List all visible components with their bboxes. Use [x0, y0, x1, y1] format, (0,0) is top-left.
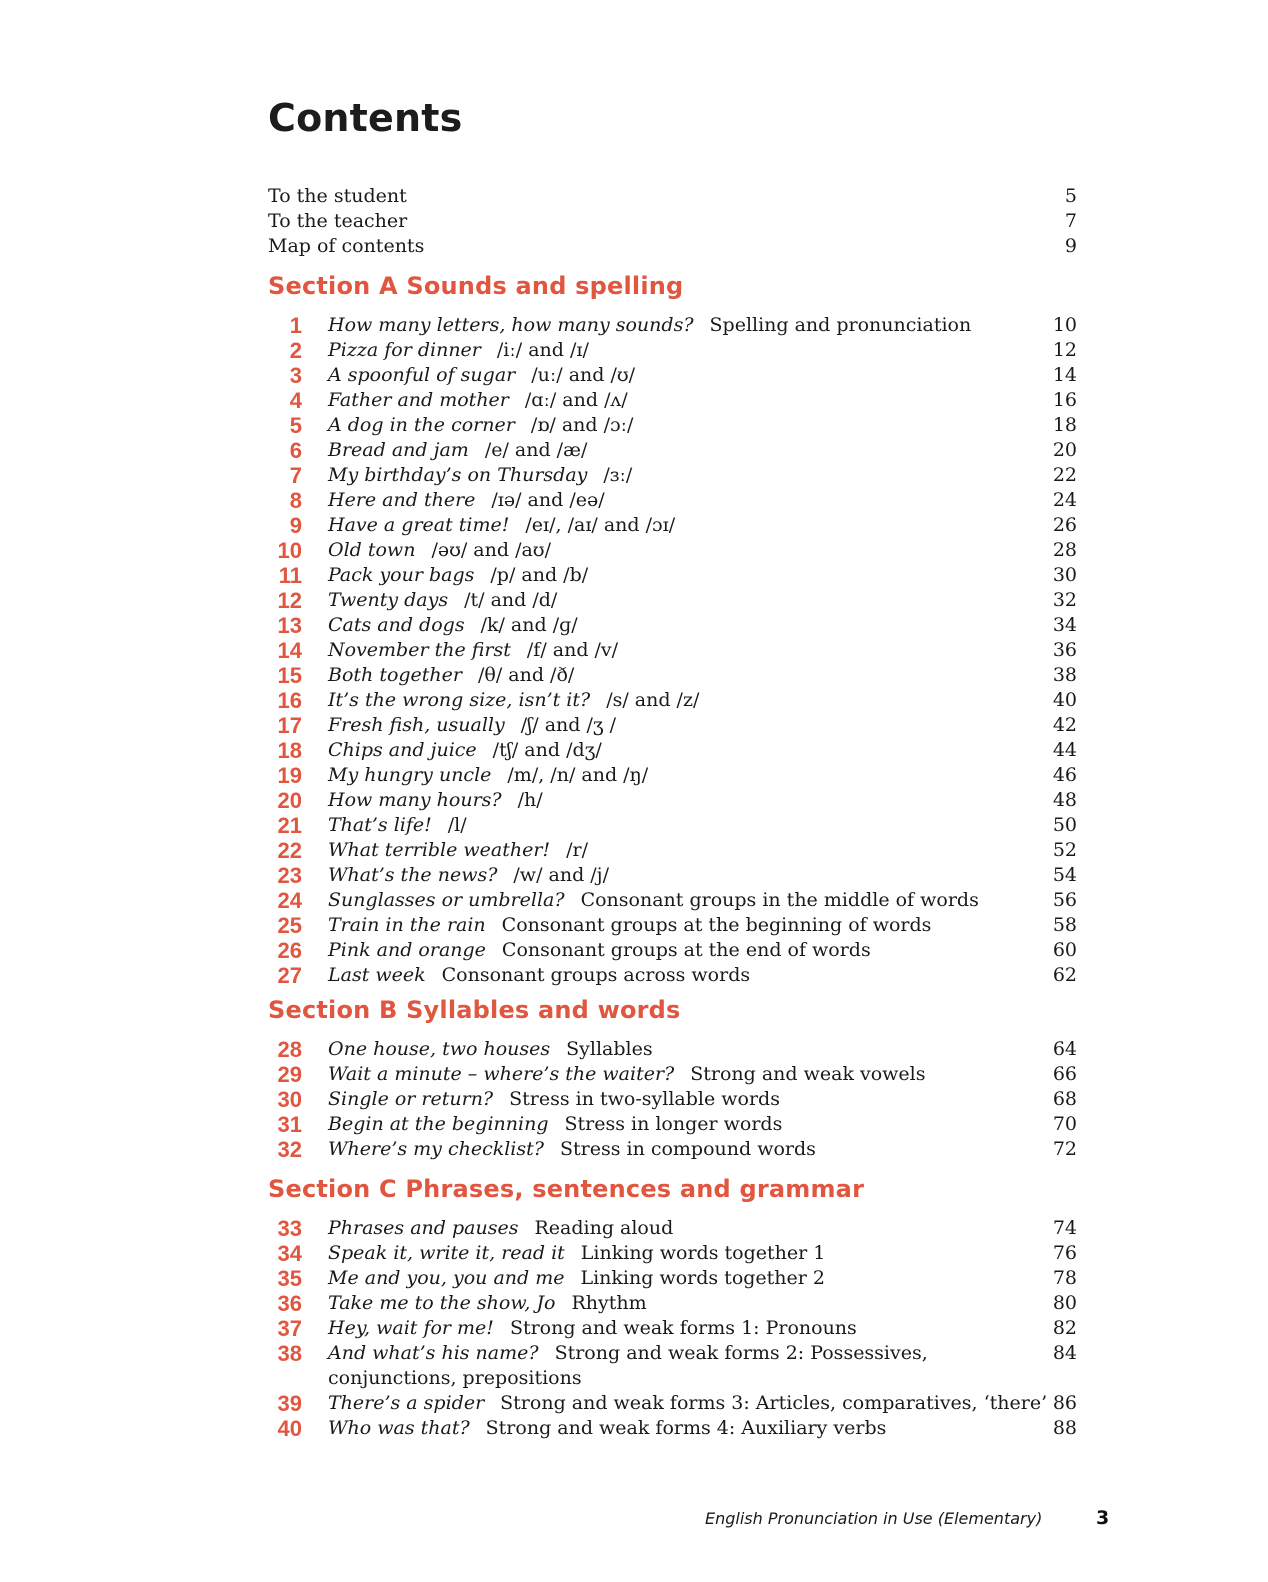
- unit-topic: Consonant groups at the beginning of words: [501, 914, 932, 936]
- unit-number: 29: [277, 1062, 302, 1087]
- unit-topic: Stress in compound words: [559, 1138, 816, 1160]
- page-number: 68: [1052, 1088, 1077, 1110]
- unit-row[interactable]: [268, 1137, 1077, 1162]
- unit-number: 31: [277, 1112, 302, 1137]
- unit-row[interactable]: [268, 563, 1077, 588]
- unit-topic: /uː/ and /ʊ/: [531, 364, 636, 386]
- unit-topic: /h/: [517, 789, 543, 811]
- unit-topic: /e/ and /æ/: [484, 439, 588, 461]
- unit-text: [328, 813, 1017, 838]
- page-number: 74: [1052, 1217, 1077, 1239]
- unit-number: 15: [277, 663, 302, 688]
- unit-title: There’s a spider: [328, 1392, 485, 1414]
- unit-title: That’s life!: [328, 814, 432, 836]
- unit-number: 25: [277, 913, 302, 938]
- unit-text: [328, 1266, 1017, 1291]
- unit-topic: /eɪ/, /aɪ/ and /ɔɪ/: [525, 514, 676, 536]
- unit-title: Fresh fish, usually: [328, 714, 505, 736]
- section-a-unit-list: [268, 313, 1077, 988]
- unit-topic: /k/ and /ɡ/: [480, 614, 578, 636]
- page-number: 64: [1052, 1038, 1077, 1060]
- unit-row[interactable]: [268, 638, 1077, 663]
- page-number: 40: [1052, 689, 1077, 711]
- unit-topic: /f/ and /v/: [526, 639, 619, 661]
- unit-number: 39: [277, 1391, 302, 1416]
- page-number: 16: [1052, 389, 1077, 411]
- front-matter-label: Map of contents: [268, 235, 425, 257]
- unit-title: What’s the news?: [328, 864, 498, 886]
- page-number: 50: [1052, 814, 1077, 836]
- unit-row[interactable]: [268, 1062, 1077, 1087]
- page-number: 54: [1052, 864, 1077, 886]
- unit-text: [328, 488, 1017, 513]
- unit-row[interactable]: [268, 838, 1077, 863]
- page-number: 30: [1052, 564, 1077, 586]
- unit-text: [328, 1241, 1017, 1266]
- unit-topic: Consonant groups in the middle of words: [580, 889, 979, 911]
- unit-topic: /t/ and /d/: [464, 589, 558, 611]
- unit-title: November the first: [328, 639, 511, 661]
- page-number: 20: [1052, 439, 1077, 461]
- unit-title: A spoonful of sugar: [328, 364, 516, 386]
- unit-row[interactable]: [268, 313, 1077, 338]
- unit-number: 20: [277, 788, 302, 813]
- unit-row[interactable]: [268, 488, 1077, 513]
- unit-row[interactable]: [268, 1216, 1077, 1241]
- unit-row[interactable]: [268, 688, 1077, 713]
- unit-row[interactable]: [268, 338, 1077, 363]
- unit-text: [328, 338, 1017, 363]
- page-number: 36: [1052, 639, 1077, 661]
- unit-row[interactable]: [268, 1112, 1077, 1137]
- unit-title: Single or return?: [328, 1088, 494, 1110]
- unit-title: Who was that?: [328, 1417, 470, 1439]
- unit-topic: Spelling and pronunciation: [709, 314, 972, 336]
- unit-row[interactable]: [268, 663, 1077, 688]
- page-number: 62: [1052, 964, 1077, 986]
- unit-row[interactable]: [268, 388, 1077, 413]
- unit-number: 19: [277, 763, 302, 788]
- unit-topic: /əʊ/ and /aʊ/: [431, 539, 551, 561]
- page-number: 60: [1052, 939, 1077, 961]
- unit-text: [328, 513, 1017, 538]
- unit-text: [328, 713, 1017, 738]
- page-number: 70: [1052, 1113, 1077, 1135]
- unit-title: Hey, wait for me!: [328, 1317, 494, 1339]
- unit-text: [328, 688, 1017, 713]
- unit-topic: Consonant groups across words: [441, 964, 751, 986]
- unit-topic: /ɪə/ and /eə/: [491, 489, 605, 511]
- unit-topic: Strong and weak forms 2: Possessives, conjunctions, prepositions: [328, 1342, 928, 1389]
- front-matter-item[interactable]: [268, 234, 1077, 259]
- unit-text: [328, 1316, 1017, 1341]
- unit-title: And what’s his name?: [328, 1342, 539, 1364]
- unit-title: Pink and orange: [328, 939, 486, 961]
- unit-topic: /m/, /n/ and /ŋ/: [507, 764, 649, 786]
- unit-topic: Stress in longer words: [564, 1113, 783, 1135]
- page-number: 80: [1052, 1292, 1077, 1314]
- unit-number: 36: [277, 1291, 302, 1316]
- unit-text: [328, 413, 1017, 438]
- unit-row[interactable]: [268, 763, 1077, 788]
- page-number: 44: [1052, 739, 1077, 761]
- unit-topic: Stress in two-syllable words: [509, 1088, 780, 1110]
- unit-text: [328, 1137, 1017, 1162]
- unit-topic: /ɑː/ and /ʌ/: [524, 389, 628, 411]
- unit-number: 34: [277, 1241, 302, 1266]
- unit-row[interactable]: [268, 863, 1077, 888]
- unit-row[interactable]: [268, 1087, 1077, 1112]
- page-number: 46: [1052, 764, 1077, 786]
- unit-title: Sunglasses or umbrella?: [328, 889, 565, 911]
- unit-text: [328, 538, 1017, 563]
- page-number: 38: [1052, 664, 1077, 686]
- unit-title: Here and there: [328, 489, 476, 511]
- unit-number: 38: [277, 1341, 302, 1366]
- unit-row[interactable]: [268, 1316, 1077, 1341]
- unit-number: 12: [277, 588, 302, 613]
- unit-title: Me and you, you and me: [328, 1267, 565, 1289]
- unit-number: 32: [277, 1137, 302, 1162]
- footer-book-title: English Pronunciation in Use (Elementary): [705, 1509, 1043, 1528]
- unit-row[interactable]: [268, 713, 1077, 738]
- unit-title: Cats and dogs: [328, 614, 465, 636]
- unit-topic: Strong and weak vowels: [690, 1063, 926, 1085]
- unit-text: [328, 388, 1017, 413]
- unit-title: Phrases and pauses: [328, 1217, 519, 1239]
- unit-topic: Strong and weak forms 4: Auxiliary verbs: [485, 1417, 887, 1439]
- page-number: 24: [1052, 489, 1077, 511]
- unit-text: [328, 638, 1017, 663]
- unit-number: 10: [277, 538, 302, 563]
- unit-number: 11: [278, 563, 302, 588]
- unit-row[interactable]: [268, 1391, 1077, 1416]
- unit-topic: Linking words together 2: [580, 1267, 825, 1289]
- unit-title: Father and mother: [328, 389, 509, 411]
- unit-title: My hungry uncle: [328, 764, 492, 786]
- page-number: 9: [1064, 235, 1077, 257]
- unit-text: [328, 963, 1017, 988]
- front-matter-label: To the student: [268, 185, 407, 207]
- unit-topic: /θ/ and /ð/: [478, 664, 575, 686]
- section-b-heading: Section B Syllables and words: [268, 996, 681, 1024]
- unit-topic: Strong and weak forms 3: Articles, comparatives, ‘there’: [500, 1392, 1048, 1414]
- unit-title: Twenty days: [328, 589, 449, 611]
- unit-text: [328, 763, 1017, 788]
- unit-number: 40: [277, 1416, 302, 1441]
- page-number: 34: [1052, 614, 1077, 636]
- unit-number: 33: [277, 1216, 302, 1241]
- unit-topic: /iː/ and /ɪ/: [496, 339, 589, 361]
- unit-topic: /r/: [566, 839, 588, 861]
- unit-text: [328, 1341, 1017, 1391]
- page-number: 18: [1052, 414, 1077, 436]
- unit-text: [328, 1037, 1017, 1062]
- unit-number: 16: [277, 688, 302, 713]
- unit-topic: Strong and weak forms 1: Pronouns: [509, 1317, 857, 1339]
- unit-number: 8: [289, 488, 302, 513]
- unit-row[interactable]: [268, 463, 1077, 488]
- page-title: Contents: [268, 96, 463, 140]
- page-number: 86: [1052, 1392, 1077, 1414]
- unit-number: 2: [289, 338, 302, 363]
- unit-text: [328, 438, 1017, 463]
- page-number: 7: [1064, 210, 1077, 232]
- page-number: 72: [1052, 1138, 1077, 1160]
- unit-topic: Reading aloud: [534, 1217, 674, 1239]
- unit-title: One house, two houses: [328, 1038, 551, 1060]
- unit-number: 26: [277, 938, 302, 963]
- unit-topic: Rhythm: [571, 1292, 647, 1314]
- unit-title: It’s the wrong size, isn’t it?: [328, 689, 591, 711]
- page-number: 14: [1052, 364, 1077, 386]
- unit-text: [328, 888, 1017, 913]
- section-c-heading: Section C Phrases, sentences and grammar: [268, 1175, 865, 1203]
- page-number: 88: [1052, 1417, 1077, 1439]
- unit-number: 37: [277, 1316, 302, 1341]
- unit-text: [328, 563, 1017, 588]
- unit-text: [328, 613, 1017, 638]
- unit-row[interactable]: [268, 363, 1077, 388]
- unit-row[interactable]: [268, 1416, 1077, 1441]
- unit-title: Begin at the beginning: [328, 1113, 549, 1135]
- unit-topic: Syllables: [566, 1038, 653, 1060]
- unit-number: 1: [289, 313, 302, 338]
- unit-title: Last week: [328, 964, 426, 986]
- section-c-unit-list: [268, 1216, 1077, 1441]
- footer-page-number: 3: [1096, 1507, 1110, 1529]
- unit-text: [328, 588, 1017, 613]
- unit-number: 22: [277, 838, 302, 863]
- unit-topic: Linking words together 1: [580, 1242, 826, 1264]
- unit-text: [328, 1216, 1017, 1241]
- unit-row[interactable]: [268, 788, 1077, 813]
- unit-number: 21: [277, 813, 302, 838]
- unit-title: Where’s my checklist?: [328, 1138, 544, 1160]
- unit-row[interactable]: [268, 1266, 1077, 1291]
- unit-text: [328, 738, 1017, 763]
- unit-title: Take me to the show, Jo: [328, 1292, 556, 1314]
- unit-text: [328, 838, 1017, 863]
- unit-title: Pizza for dinner: [328, 339, 481, 361]
- unit-title: Train in the rain: [328, 914, 486, 936]
- unit-row[interactable]: [268, 513, 1077, 538]
- page-number: 84: [1052, 1342, 1077, 1364]
- section-a-heading: Section A Sounds and spelling: [268, 272, 684, 300]
- page-number: 42: [1052, 714, 1077, 736]
- unit-number: 28: [277, 1037, 302, 1062]
- unit-number: 18: [277, 738, 302, 763]
- unit-number: 17: [277, 713, 302, 738]
- page-number: 12: [1052, 339, 1077, 361]
- unit-row[interactable]: [268, 613, 1077, 638]
- unit-text: [328, 363, 1017, 388]
- unit-row[interactable]: [268, 1341, 1077, 1391]
- unit-number: 7: [289, 463, 302, 488]
- unit-text: [328, 1087, 1017, 1112]
- unit-title: Have a great time!: [328, 514, 510, 536]
- unit-topic: /s/ and /z/: [606, 689, 700, 711]
- front-matter-list: [268, 184, 1077, 259]
- unit-topic: /ɜː/: [603, 464, 633, 486]
- unit-row[interactable]: [268, 438, 1077, 463]
- unit-number: 14: [277, 638, 302, 663]
- unit-text: [328, 1416, 1017, 1441]
- unit-title: Wait a minute – where’s the waiter?: [328, 1063, 675, 1085]
- unit-title: A dog in the corner: [328, 414, 515, 436]
- unit-row[interactable]: [268, 413, 1077, 438]
- unit-number: 24: [277, 888, 302, 913]
- unit-title: Bread and jam: [328, 439, 469, 461]
- unit-title: Old town: [328, 539, 416, 561]
- unit-title: Chips and juice: [328, 739, 477, 761]
- unit-title: Both together: [328, 664, 462, 686]
- unit-row[interactable]: [268, 738, 1077, 763]
- unit-number: 9: [289, 513, 302, 538]
- unit-text: [328, 663, 1017, 688]
- unit-text: [328, 1291, 1017, 1316]
- unit-text: [328, 1391, 1048, 1416]
- unit-row[interactable]: [268, 538, 1077, 563]
- page-number: 22: [1052, 464, 1077, 486]
- unit-text: [328, 1112, 1017, 1137]
- unit-topic: /l/: [447, 814, 467, 836]
- unit-topic: /ɒ/ and /ɔː/: [530, 414, 634, 436]
- page-number: 28: [1052, 539, 1077, 561]
- page-number: 56: [1052, 889, 1077, 911]
- page-number: 32: [1052, 589, 1077, 611]
- unit-number: 3: [289, 363, 302, 388]
- page-number: 78: [1052, 1267, 1077, 1289]
- unit-text: [328, 313, 1017, 338]
- front-matter-item[interactable]: [268, 209, 1077, 234]
- unit-topic: /tʃ/ and /dʒ/: [492, 739, 602, 761]
- unit-number: 35: [277, 1266, 302, 1291]
- unit-number: 27: [277, 963, 302, 988]
- unit-number: 23: [277, 863, 302, 888]
- unit-number: 5: [289, 413, 302, 438]
- unit-text: [328, 863, 1017, 888]
- unit-title: Speak it, write it, read it: [328, 1242, 565, 1264]
- unit-row[interactable]: [268, 963, 1077, 988]
- unit-number: 30: [277, 1087, 302, 1112]
- unit-title: How many hours?: [328, 789, 502, 811]
- page-number: 52: [1052, 839, 1077, 861]
- page-number: 26: [1052, 514, 1077, 536]
- unit-row[interactable]: [268, 913, 1077, 938]
- unit-number: 13: [277, 613, 302, 638]
- unit-title: My birthday’s on Thursday: [328, 464, 588, 486]
- unit-text: [328, 938, 1017, 963]
- page-number: 48: [1052, 789, 1077, 811]
- unit-row[interactable]: [268, 888, 1077, 913]
- unit-row[interactable]: [268, 1037, 1077, 1062]
- page-number: 66: [1052, 1063, 1077, 1085]
- front-matter-item[interactable]: [268, 184, 1077, 209]
- unit-title: What terrible weather!: [328, 839, 551, 861]
- unit-number: 4: [289, 388, 302, 413]
- unit-title: Pack your bags: [328, 564, 475, 586]
- page-number: 58: [1052, 914, 1077, 936]
- unit-row[interactable]: [268, 588, 1077, 613]
- unit-topic: /w/ and /j/: [513, 864, 609, 886]
- unit-topic: /ʃ/ and /ʒ /: [520, 714, 617, 736]
- front-matter-label: To the teacher: [268, 210, 408, 232]
- unit-text: [328, 1062, 1017, 1087]
- unit-row[interactable]: [268, 938, 1077, 963]
- unit-number: 6: [289, 438, 302, 463]
- unit-text: [328, 788, 1017, 813]
- unit-title: How many letters, how many sounds?: [328, 314, 694, 336]
- unit-topic: Consonant groups at the end of words: [501, 939, 871, 961]
- unit-text: [328, 463, 1017, 488]
- unit-topic: /p/ and /b/: [490, 564, 589, 586]
- unit-text: [328, 913, 1017, 938]
- section-b-unit-list: [268, 1037, 1077, 1162]
- unit-row[interactable]: [268, 1291, 1077, 1316]
- page-number: 5: [1064, 185, 1077, 207]
- unit-row[interactable]: [268, 1241, 1077, 1266]
- unit-row[interactable]: [268, 813, 1077, 838]
- page-number: 76: [1052, 1242, 1077, 1264]
- page-number: 82: [1052, 1317, 1077, 1339]
- page-number: 10: [1052, 314, 1077, 336]
